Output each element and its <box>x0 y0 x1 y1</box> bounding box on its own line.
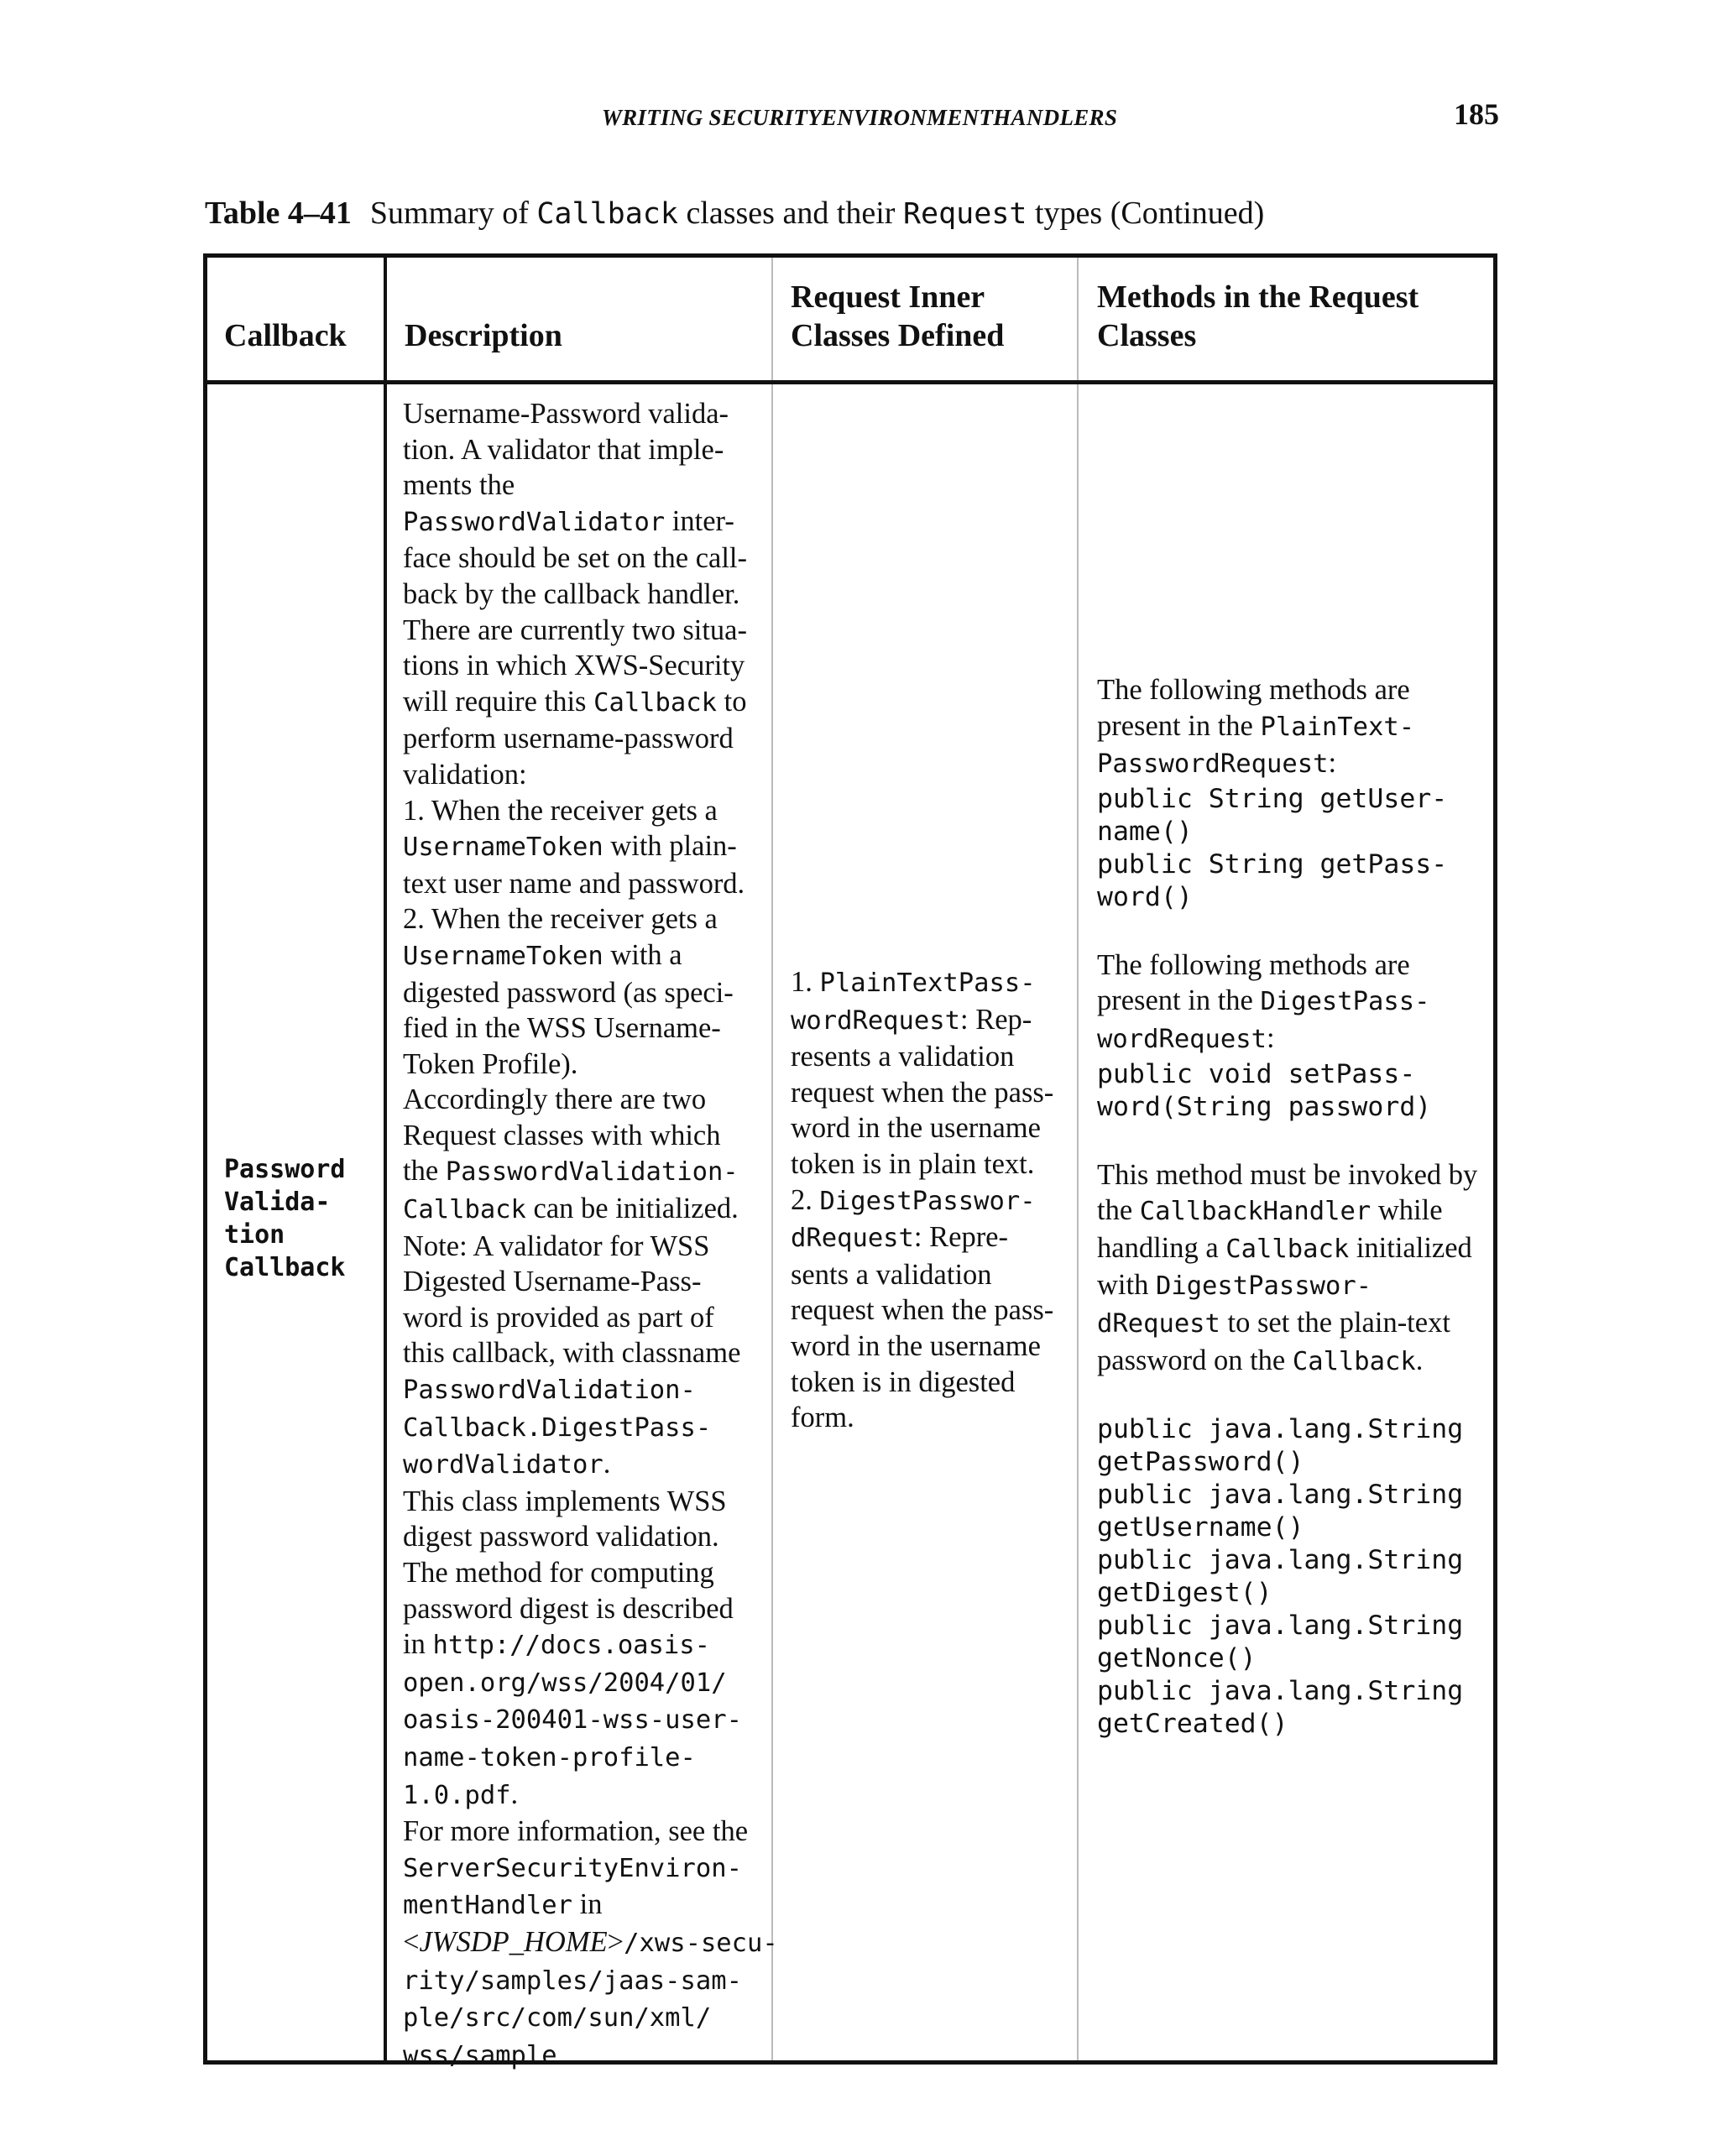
methods-line <box>1097 672 1477 708</box>
code-text: PasswordValidation- <box>445 1157 739 1188</box>
text: . <box>603 1448 611 1480</box>
methods-line <box>1097 745 1477 783</box>
code-text: wordRequest <box>791 1005 960 1036</box>
text: . <box>556 2038 565 2070</box>
code-line: getCreated() <box>1097 1709 1288 1740</box>
description-line <box>403 1229 778 1265</box>
header-divider <box>207 380 1493 384</box>
text: . <box>510 1778 519 1810</box>
description-line <box>403 1191 778 1229</box>
text: The following methods are <box>1097 674 1410 706</box>
text: . <box>1415 1344 1424 1376</box>
code-line: public java.lang.String <box>1097 1676 1464 1707</box>
code-line: getPassword() <box>1097 1447 1304 1478</box>
code-line: public String getPass- <box>1097 848 1448 880</box>
text: < <box>403 1925 420 1958</box>
description-line <box>403 1153 778 1191</box>
inner-class-line <box>791 1329 1053 1365</box>
code-text: Callback.DigestPass- <box>403 1412 712 1443</box>
paragraph-gap <box>1097 1124 1477 1157</box>
text: Accordingly there are two <box>403 1083 707 1116</box>
description-line <box>403 721 778 757</box>
header-line: Request Inner <box>791 279 985 315</box>
text: : Repre- <box>913 1221 1008 1254</box>
text: digested password (as speci- <box>403 976 734 1009</box>
text: sents a validation <box>791 1258 992 1291</box>
description-line <box>403 866 778 902</box>
text: This method must be invoked by <box>1097 1158 1478 1191</box>
text: : Rep- <box>960 1003 1032 1036</box>
inner-classes-cell <box>791 964 1053 1436</box>
description-line <box>403 1047 778 1083</box>
text: to set the plain-text <box>1220 1306 1450 1339</box>
header-inner-classes <box>791 278 1004 355</box>
text: with plain- <box>603 830 737 863</box>
code-text: PasswordValidator <box>403 507 666 537</box>
description-line <box>403 937 778 975</box>
text: 1. <box>791 966 820 998</box>
methods-line <box>1097 1193 1477 1230</box>
text: tions in which XWS-Security <box>403 650 745 682</box>
text: : <box>1267 1021 1275 1054</box>
description-line <box>403 684 778 722</box>
text: with <box>1097 1269 1156 1302</box>
text: back by the callback handler. <box>403 577 740 610</box>
callback-name-line: Callback <box>224 1253 346 1282</box>
inner-class-line <box>791 1219 1053 1257</box>
methods-line <box>1097 1021 1477 1058</box>
text: This class implements WSS <box>403 1485 727 1517</box>
text: request when the pass- <box>791 1076 1054 1109</box>
text: token is in digested <box>791 1365 1016 1398</box>
code-line: getNonce() <box>1097 1643 1257 1674</box>
column-divider <box>1077 258 1079 2060</box>
code-line: public java.lang.String <box>1097 1414 1464 1445</box>
description-line <box>403 1962 778 2000</box>
table-number: Table 4–41 <box>205 196 352 231</box>
code-text: ple/src/com/sun/xml/ <box>403 2003 712 2033</box>
inner-class-line <box>791 1182 1053 1220</box>
text: the <box>1097 1194 1140 1227</box>
code-line: word(String password) <box>1097 1091 1432 1122</box>
running-head: WRITING SECURITYENVIRONMENTHANDLERS <box>601 105 1118 130</box>
text: password on the <box>1097 1344 1293 1376</box>
caption-text: Summary of <box>369 196 537 231</box>
text: 1. When the receiver gets a <box>403 794 718 827</box>
text: present in the <box>1097 984 1261 1017</box>
inner-class-line <box>791 1292 1053 1329</box>
text: initialized <box>1349 1231 1472 1264</box>
text: fied in the WSS Username- <box>403 1012 721 1045</box>
code-line: getDigest() <box>1097 1578 1272 1609</box>
text: 2. When the receiver gets a <box>403 903 718 936</box>
inner-class-line <box>791 1110 1053 1146</box>
callback-name-line: tion <box>224 1220 285 1250</box>
caption-text: types (Continued) <box>1027 196 1265 231</box>
paragraph-gap <box>1097 914 1477 947</box>
text: word in the username <box>791 1112 1041 1145</box>
code-text: http://docs.oasis- <box>432 1631 710 1661</box>
methods-line <box>1097 1305 1477 1343</box>
methods-cell <box>1097 672 1477 1741</box>
code-text: /xws-secu- <box>624 1928 778 1958</box>
text: Note: A validator for WSS <box>403 1229 710 1262</box>
text: For more information, see the <box>403 1815 749 1848</box>
description-line <box>403 1519 778 1555</box>
code-text: PlainText- <box>1260 712 1415 742</box>
header-methods <box>1097 278 1419 355</box>
text: > <box>607 1925 624 1958</box>
description-line <box>403 1626 778 1664</box>
description-line <box>403 1924 778 1962</box>
text: the <box>403 1155 446 1188</box>
text: inter- <box>665 504 734 537</box>
text: The following methods are <box>1097 948 1410 981</box>
code-text: DigestPass- <box>1260 987 1430 1017</box>
code-line: public java.lang.String <box>1097 1545 1464 1576</box>
methods-line <box>1097 1230 1477 1268</box>
code-text: dRequest <box>1097 1308 1220 1339</box>
inner-class-line <box>791 1075 1053 1111</box>
inner-class-line <box>791 1146 1053 1182</box>
code-line: word() <box>1097 881 1193 912</box>
code-text: CallbackHandler <box>1139 1197 1372 1227</box>
description-line <box>403 432 778 468</box>
code-text: DigestPasswor- <box>1155 1271 1372 1302</box>
text: token is in plain text. <box>791 1147 1035 1180</box>
description-line <box>403 1335 778 1371</box>
page-number: 185 <box>1454 97 1499 131</box>
header-callback: Callback <box>224 318 347 353</box>
inner-class-line <box>791 964 1053 1002</box>
code-text: PasswordValidation- <box>403 1376 696 1406</box>
description-line <box>403 1664 778 1702</box>
description-line <box>403 1850 778 1887</box>
column-divider <box>384 258 387 2060</box>
inner-class-line <box>791 1257 1053 1293</box>
paragraph-gap <box>1097 1380 1477 1413</box>
code-text: 1.0.pdf <box>403 1780 511 1810</box>
description-line <box>403 1446 778 1484</box>
code-text: ServerSecurityEnviron- <box>403 1853 742 1883</box>
methods-line <box>1097 983 1477 1021</box>
inner-class-line <box>791 1039 1053 1075</box>
description-line <box>403 577 778 613</box>
code-text: UsernameToken <box>403 833 603 863</box>
text: text user name and password. <box>403 867 745 900</box>
text: : <box>1328 747 1337 780</box>
text: form. <box>791 1402 854 1434</box>
caption-text: classes and their <box>677 196 903 231</box>
callback-name-line: Valida- <box>224 1188 331 1217</box>
code-line: public java.lang.String <box>1097 1610 1464 1642</box>
description-line <box>403 2037 778 2075</box>
description-line <box>403 1739 778 1777</box>
text: this callback, with classname <box>403 1337 741 1370</box>
description-line <box>403 1118 778 1154</box>
text: will require this <box>403 685 594 718</box>
code-line: public void setPass- <box>1097 1058 1416 1089</box>
description-line <box>403 1082 778 1118</box>
code-line: public java.lang.String <box>1097 1480 1464 1511</box>
text: Token Profile). <box>403 1047 578 1080</box>
text: with a <box>603 938 682 971</box>
methods-line <box>1097 947 1477 984</box>
table-caption <box>205 195 1264 232</box>
inner-class-line <box>791 1365 1053 1401</box>
callback-summary-table <box>203 253 1497 2070</box>
code-line: getUsername() <box>1097 1512 1304 1543</box>
description-line <box>403 467 778 504</box>
description-line <box>403 1264 778 1300</box>
text: digest password validation. <box>403 1521 719 1553</box>
code-text: PlainTextPass- <box>819 968 1036 998</box>
description-line <box>403 613 778 649</box>
text: present in the <box>1097 709 1261 742</box>
description-line <box>403 504 778 541</box>
text: while <box>1371 1194 1443 1227</box>
caption-code: Request <box>902 197 1027 231</box>
code-text: Callback <box>593 687 717 718</box>
text: password digest is described <box>403 1592 734 1625</box>
code-text: PasswordRequest <box>1097 749 1329 780</box>
description-line <box>403 1371 778 1409</box>
code-text: oasis-200401-wss-user- <box>403 1705 742 1736</box>
text: handling a <box>1097 1231 1226 1264</box>
description-line <box>403 793 778 829</box>
description-line <box>403 757 778 793</box>
description-line <box>403 1999 778 2037</box>
code-text: mentHandler <box>403 1891 572 1921</box>
text: can be initialized. <box>525 1193 739 1225</box>
description-line <box>403 1777 778 1814</box>
text: word is provided as part of <box>403 1301 714 1334</box>
text: in <box>572 1888 603 1921</box>
description-line <box>403 1409 778 1447</box>
text: There are currently two situa- <box>403 613 747 646</box>
code-text: DigestPasswor- <box>819 1186 1036 1216</box>
header-line: Classes <box>1097 318 1197 353</box>
caption-code: Callback <box>536 197 678 231</box>
methods-line <box>1097 1157 1477 1193</box>
code-text: UsernameToken <box>403 941 603 971</box>
description-line <box>403 1814 778 1850</box>
header-description: Description <box>405 318 562 353</box>
text: Request classes with which <box>403 1119 721 1151</box>
description-line <box>403 648 778 684</box>
text: 2. <box>791 1183 820 1216</box>
code-text: Callback <box>1292 1346 1416 1376</box>
description-line <box>403 1555 778 1591</box>
text: request when the pass- <box>791 1294 1054 1327</box>
code-text: Callback <box>403 1195 526 1225</box>
text: to <box>717 685 747 718</box>
text: word in the username <box>791 1329 1041 1362</box>
code-text: wordRequest <box>1097 1024 1267 1054</box>
text: Digested Username-Pass- <box>403 1266 702 1298</box>
code-text: name-token-profile- <box>403 1742 696 1772</box>
methods-line <box>1097 1343 1477 1381</box>
description-line <box>403 1591 778 1627</box>
text: perform username-password <box>403 723 734 755</box>
methods-line <box>1097 1267 1477 1305</box>
header-line: Methods in the Request <box>1097 279 1419 315</box>
code-text: open.org/wss/2004/01/ <box>403 1668 727 1698</box>
text: face should be set on the call- <box>403 542 748 575</box>
inner-class-line <box>791 1400 1053 1436</box>
header-line: Classes Defined <box>791 318 1005 353</box>
description-line <box>403 828 778 866</box>
code-text: wordValidator <box>403 1450 603 1480</box>
description-line <box>403 540 778 577</box>
text: validation: <box>403 758 527 791</box>
text: Username-Password valida- <box>403 398 729 430</box>
text: tion. A validator that imple- <box>403 433 724 466</box>
methods-line <box>1097 708 1477 746</box>
italic-text: JWSDP_HOME <box>419 1925 608 1958</box>
code-line: public String getUser- <box>1097 783 1448 814</box>
code-text: wss/sample <box>403 2040 557 2070</box>
text: The method for computing <box>403 1557 714 1589</box>
text: ments the <box>403 469 515 502</box>
description-line <box>403 1701 778 1739</box>
text: in <box>403 1628 433 1661</box>
description-line <box>403 901 778 937</box>
description-line <box>403 1484 778 1520</box>
text: resents a validation <box>791 1041 1015 1073</box>
description-line <box>403 1887 778 1924</box>
description-line <box>403 1010 778 1047</box>
description-line <box>403 1300 778 1336</box>
description-line <box>403 975 778 1011</box>
callback-name-line: Password <box>224 1155 346 1184</box>
code-text: dRequest <box>791 1224 914 1254</box>
code-text: Callback <box>1225 1234 1350 1264</box>
callback-name-cell <box>224 1153 346 1284</box>
description-line <box>403 396 778 432</box>
code-line: name() <box>1097 816 1193 847</box>
code-text: rity/samples/jaas-sam- <box>403 1965 742 1996</box>
inner-class-line <box>791 1002 1053 1040</box>
description-cell <box>403 396 778 2074</box>
